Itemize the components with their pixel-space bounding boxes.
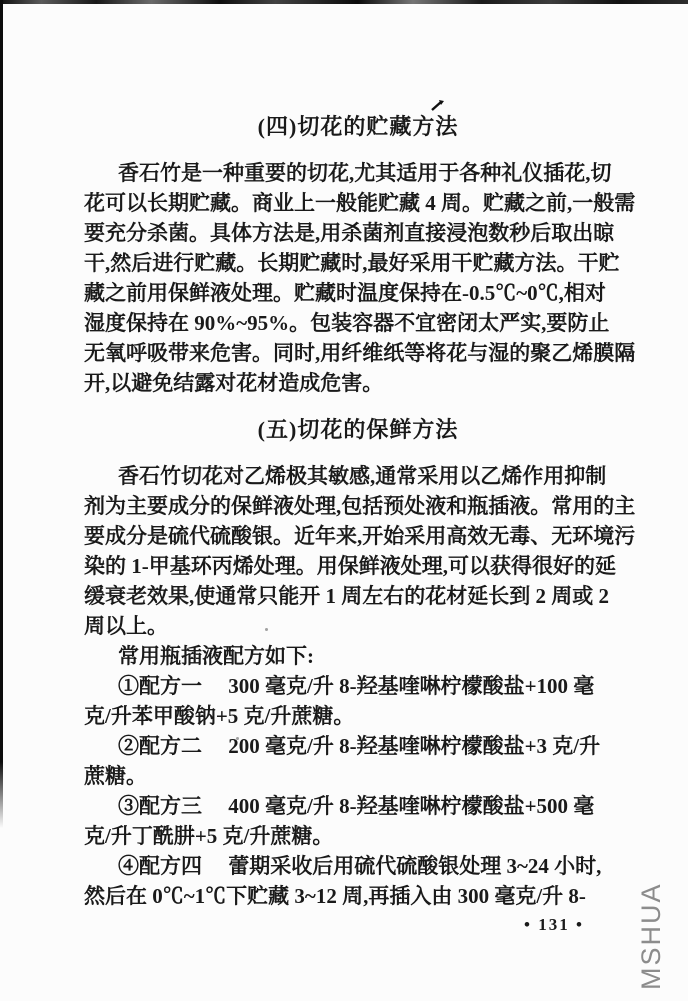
text-line: 克/升丁酰肼+5 克/升蔗糖。 (84, 824, 334, 848)
text-line: 开,以避免结露对花材造成危害。 (84, 371, 384, 395)
text-line: 无氧呼吸带来危害。同时,用纤维纸等将花与湿的聚乙烯膜隔 (84, 341, 636, 365)
text-line: 香石竹是一种重要的切花,尤其适用于各种礼仪插花,切 (118, 161, 612, 185)
text-line: 要成分是硫代硫酸银。近年来,开始采用高效无毒、无环境污 (84, 524, 636, 548)
text-line: 克/升苯甲酸钠+5 克/升蔗糖。 (84, 704, 355, 728)
text-line: ④配方四 蕾期采收后用硫代硫酸银处理 3~24 小时, (118, 854, 602, 878)
page-number: • 131 • (524, 915, 584, 934)
text-line: 常用瓶插液配方如下: (118, 644, 314, 668)
watermark: MSHUA (636, 882, 666, 990)
text-line: 染的 1-甲基环丙烯处理。用保鲜液处理,可以获得很好的延 (84, 554, 616, 578)
scan-edge-top (0, 0, 688, 4)
text-line: ③配方三 400 毫克/升 8-羟基喹啉柠檬酸盐+500 毫 (118, 794, 595, 818)
text-line: 湿度保持在 90%~95%。包装容器不宜密闭太严实,要防止 (84, 311, 610, 335)
text-line: ①配方一 300 毫克/升 8-羟基喹啉柠檬酸盐+100 毫 (118, 674, 595, 698)
text-line: ②配方二 200 毫克/升 8-羟基喹啉柠檬酸盐+3 克/升 (118, 734, 601, 758)
text-line: 干,然后进行贮藏。长期贮藏时,最好采用干贮藏方法。干贮 (84, 251, 620, 275)
text-column (84, 95, 636, 911)
text-line: 花可以长期贮藏。商业上一般能贮藏 4 周。贮藏之前,一般需 (84, 191, 636, 215)
scan-edge-left (0, 0, 3, 828)
section-heading: (五)切花的保鲜方法 (257, 417, 459, 442)
text-line: 蔗糖。 (84, 764, 147, 788)
text-line: 藏之前用保鲜液处理。贮藏时温度保持在-0.5℃~0℃,相对 (84, 281, 606, 305)
text-line: 缓衰老效果,使通常只能开 1 周左右的花材延长到 2 周或 2 (84, 584, 609, 608)
text-line: 周以上。 (84, 614, 168, 638)
text-line: 然后在 0℃~1℃下贮藏 3~12 周,再插入由 300 毫克/升 8- (84, 884, 586, 908)
text-line: 剂为主要成分的保鲜液处理,包括预处液和瓶插液。常用的主 (84, 494, 636, 518)
text-line: 要充分杀菌。具体方法是,用杀菌剂直接浸泡数秒后取出晾 (84, 221, 615, 245)
section-heading: (四)切花的贮藏方法 (257, 114, 459, 139)
text-line: 香石竹切花对乙烯极其敏感,通常采用以乙烯作用抑制 (118, 464, 607, 488)
